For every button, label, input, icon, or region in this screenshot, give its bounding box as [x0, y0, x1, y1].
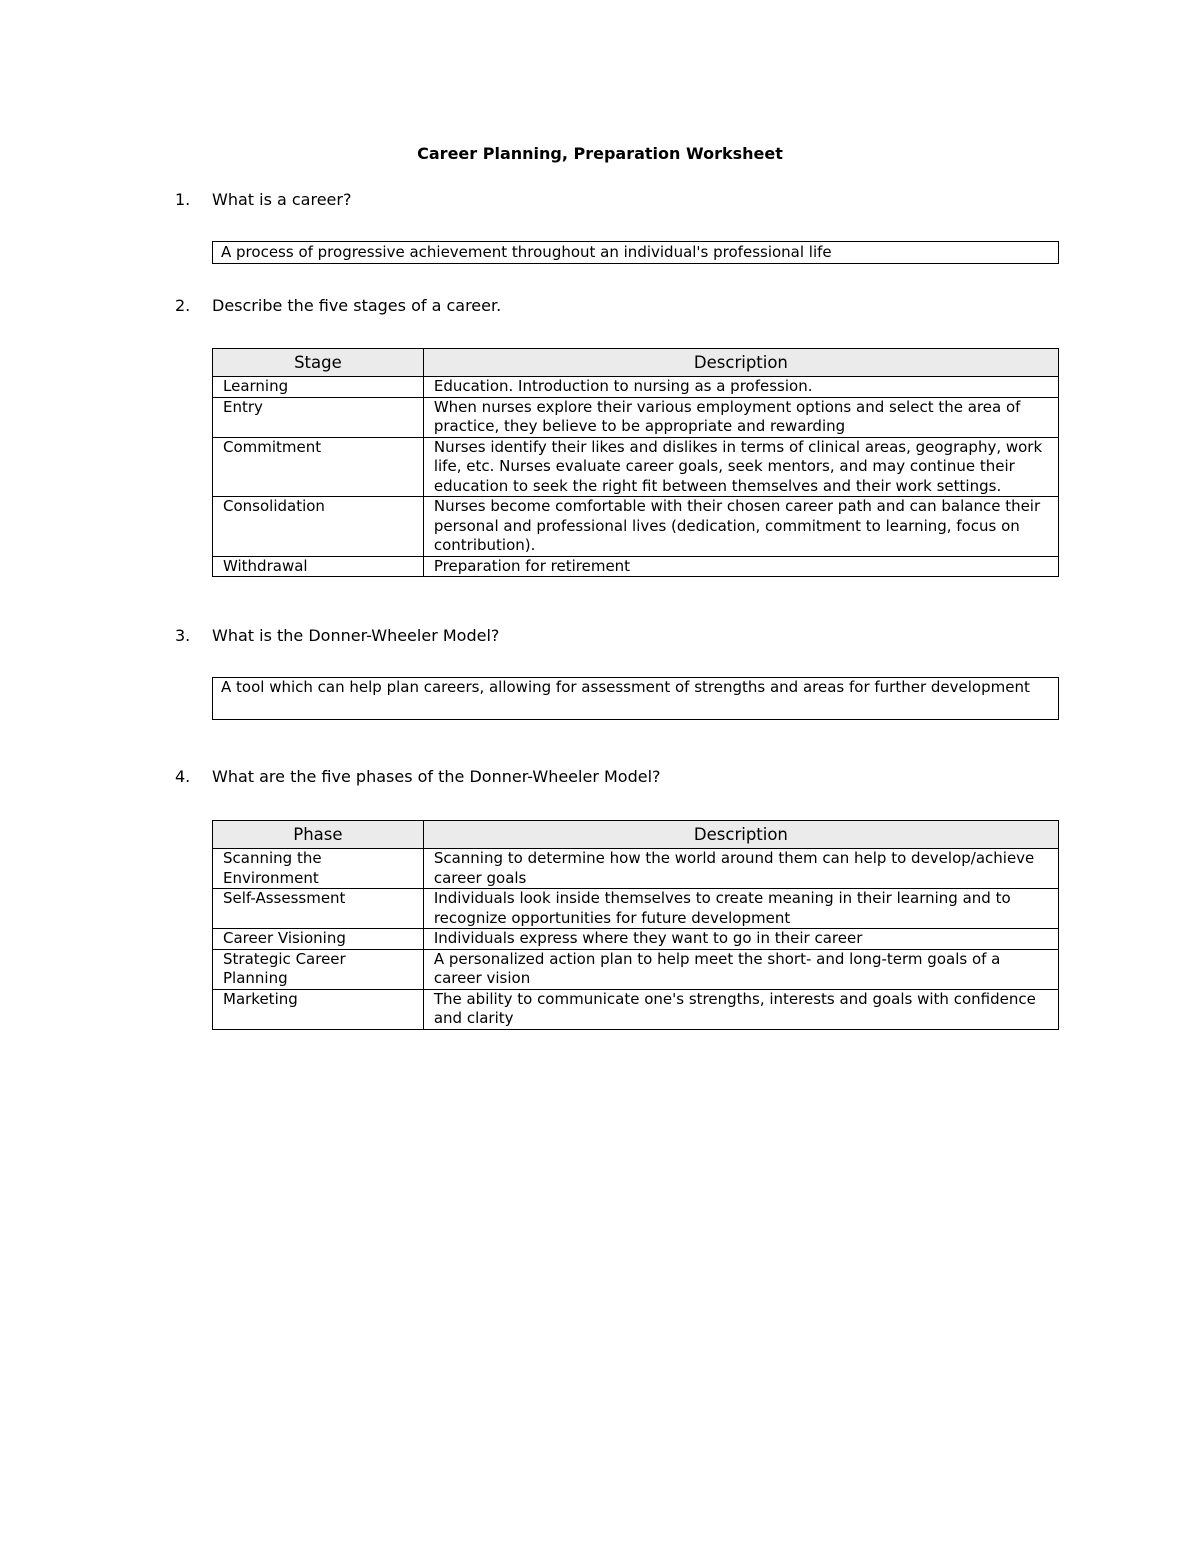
- column-header-description: Description: [423, 349, 1058, 377]
- phase-cell: Marketing: [213, 989, 424, 1029]
- donner-wheeler-phases-table: [212, 820, 1059, 1030]
- phase-cell: Career Visioning: [213, 929, 424, 950]
- phase-cell: Scanning the Environment: [213, 849, 424, 889]
- table-row: [213, 397, 1059, 437]
- phase-cell: Strategic Career Planning: [213, 949, 424, 989]
- description-cell: Nurses become comfortable with their chosen career path and can balance their personal and professional lives (dedication, commitment to learning, focus on contribution).: [423, 497, 1058, 557]
- table-row: [213, 929, 1059, 950]
- table-row: [213, 497, 1059, 557]
- question-number: 2.: [175, 296, 191, 315]
- answer-box-1: A process of progressive achievement throughout an individual's professional life: [212, 241, 1059, 264]
- column-header-description: Description: [423, 821, 1058, 849]
- table-row: [213, 849, 1059, 889]
- table-row: [213, 437, 1059, 497]
- column-header-phase: Phase: [213, 821, 424, 849]
- description-cell: Preparation for retirement: [423, 556, 1058, 577]
- table-row: [213, 377, 1059, 398]
- question-number: 4.: [175, 767, 191, 786]
- question-1: [175, 189, 351, 211]
- answer-box-3: A tool which can help plan careers, allowing for assessment of strengths and areas for further development: [212, 677, 1059, 720]
- description-cell: Individuals express where they want to go in their career: [423, 929, 1058, 950]
- stage-cell: Learning: [213, 377, 424, 398]
- table-header-row: [213, 821, 1059, 849]
- column-header-stage: Stage: [213, 349, 424, 377]
- description-cell: Scanning to determine how the world around them can help to develop/achieve career goals: [423, 849, 1058, 889]
- question-2: [175, 295, 501, 317]
- stage-cell: Withdrawal: [213, 556, 424, 577]
- description-cell: Individuals look inside themselves to create meaning in their learning and to recognize opportunities for future development: [423, 889, 1058, 929]
- description-cell: Nurses identify their likes and dislikes in terms of clinical areas, geography, work life, etc. Nurses evaluate career goals, seek mentors, and may continue their education to seek the right fit between themselves and their work settings.: [423, 437, 1058, 497]
- table-header-row: [213, 349, 1059, 377]
- question-text: Describe the five stages of a career.: [212, 296, 502, 315]
- question-3: [175, 625, 499, 647]
- table-row: [213, 989, 1059, 1029]
- description-cell: The ability to communicate one's strengths, interests and goals with confidence and clarity: [423, 989, 1058, 1029]
- question-text: What is the Donner-Wheeler Model?: [212, 626, 500, 645]
- question-text: What are the five phases of the Donner-Wheeler Model?: [212, 767, 661, 786]
- career-stages-table: [212, 348, 1059, 577]
- description-cell: A personalized action plan to help meet the short- and long-term goals of a career vision: [423, 949, 1058, 989]
- stage-cell: Consolidation: [213, 497, 424, 557]
- question-text: What is a career?: [212, 190, 352, 209]
- table-row: [213, 949, 1059, 989]
- stage-cell: Commitment: [213, 437, 424, 497]
- description-cell: Education. Introduction to nursing as a profession.: [423, 377, 1058, 398]
- question-4: [175, 766, 661, 788]
- table-row: [213, 889, 1059, 929]
- question-number: 1.: [175, 190, 191, 209]
- stage-cell: Entry: [213, 397, 424, 437]
- table-row: [213, 556, 1059, 577]
- page-title: Career Planning, Preparation Worksheet: [417, 144, 783, 163]
- phase-cell: Self-Assessment: [213, 889, 424, 929]
- description-cell: When nurses explore their various employment options and select the area of practice, they believe to be appropriate and rewarding: [423, 397, 1058, 437]
- question-number: 3.: [175, 626, 191, 645]
